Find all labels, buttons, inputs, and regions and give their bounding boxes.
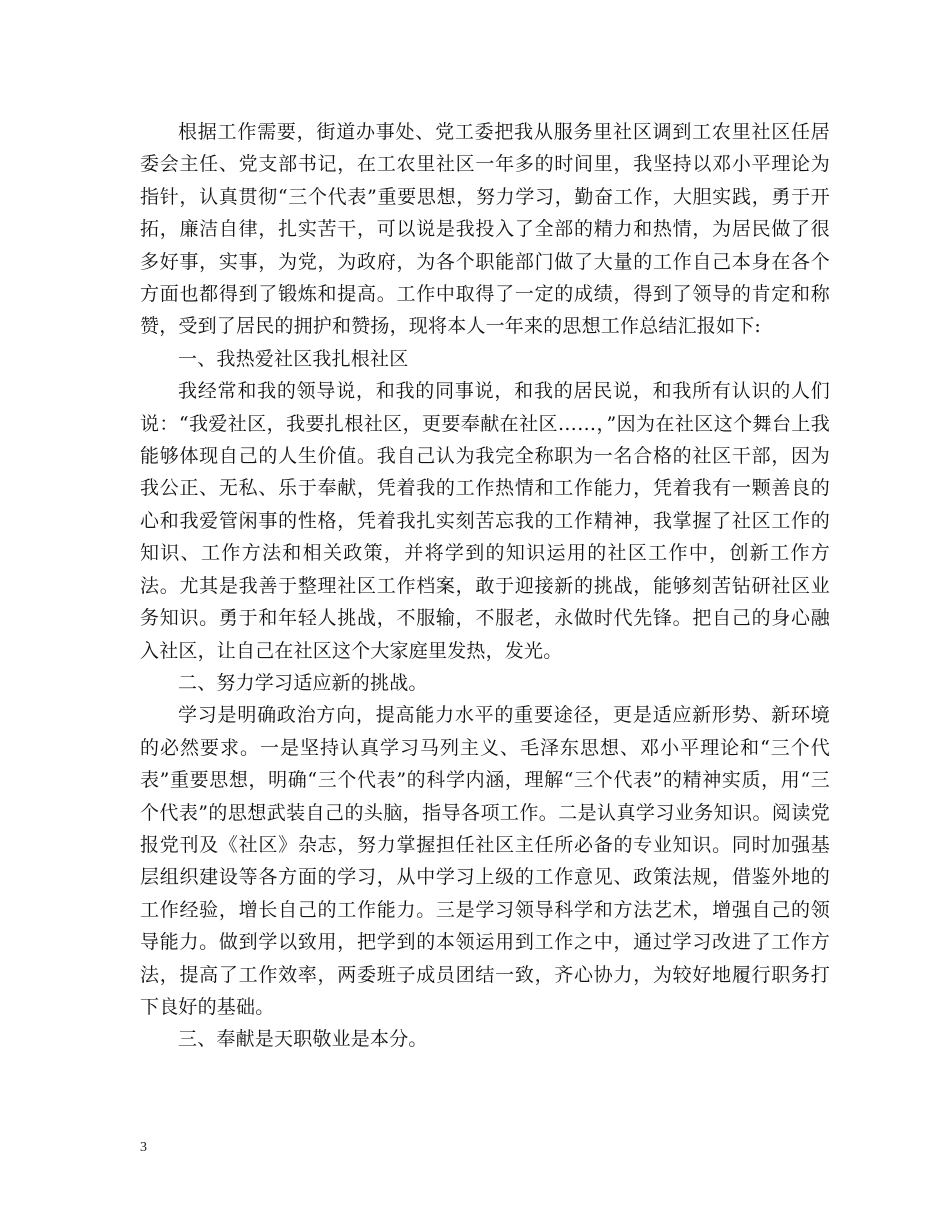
page-number: 3 [140, 1140, 147, 1155]
document-body [140, 116, 830, 1056]
section-heading-2: 二、努力学习适应新的挑战。 [178, 671, 428, 694]
section-heading-3: 三、奉献是天职敬业是本分。 [178, 1028, 428, 1051]
section-2-paragraph: 学习是明确政治方向，提高能力水平的重要途径，更是适应新形势、新环境的必然要求。一是坚持认真学习马列主义、毛泽东思想、邓小平理论和“三个代表”重要思想，明确“三个代表”的科学内涵，理解“三个代表”的精神实质，用“三个代表”的思想武装自己的头脑，指导各项工作。二是认真学习业务知识。阅读党报党刊及《社区》杂志，努力掌握担任社区主任所必备的专业知识。同时加强基层组织建设等各方面的学习，从中学习上级的工作意见、政策法规，借鉴外地的工作经验，增长自己的工作能力。三是学习领导科学和方法艺术，增强自己的领导能力。做到学以致用，把学到的本领运用到工作之中，通过学习改进了工作方法，提高了工作效率，两委班子成员团结一致，齐心协力，为较好地履行职务打下良好的基础。 [140, 704, 830, 1018]
section-heading-1: 一、我热爱社区我扎根社区 [178, 347, 409, 370]
section-1-paragraph: 我经常和我的领导说，和我的同事说，和我的居民说，和我所有认识的人们说：“我爱社区，我要扎根社区，更要奉献在社区……，”因为在社区这个舞台上我能够体现自己的人生价值。我自己认为我完全称职为一名合格的社区干部，因为我公正、无私、乐于奉献，凭着我的工作热情和工作能力，凭着我有一颗善良的心和我爱管闲事的性格，凭着我扎实刻苦忘我的工作精神，我掌握了社区工作的知识、工作方法和相关政策，并将学到的知识运用的社区工作中，创新工作方法。尤其是我善于整理社区工作档案，敢于迎接新的挑战，能够刻苦钻研社区业务知识。勇于和年轻人挑战，不服输，不服老，永做时代先锋。把自己的身心融入社区，让自己在社区这个大家庭里发热，发光。 [140, 380, 830, 662]
intro-paragraph: 根据工作需要，街道办事处、党工委把我从服务里社区调到工农里社区任居委会主任、党支部书记，在工农里社区一年多的时间里，我坚持以邓小平理论为指针，认真贯彻“三个代表”重要思想，努力学习，勤奋工作，大胆实践，勇于开拓，廉洁自律，扎实苦干，可以说是我投入了全部的精力和热情，为居民做了很多好事，实事，为党，为政府，为各个职能部门做了大量的工作自己本身在各个方面也都得到了锻炼和提高。工作中取得了一定的成绩，得到了领导的肯定和称赞，受到了居民的拥护和赞扬，现将本人一年来的思想工作总结汇报如下: [140, 121, 830, 338]
